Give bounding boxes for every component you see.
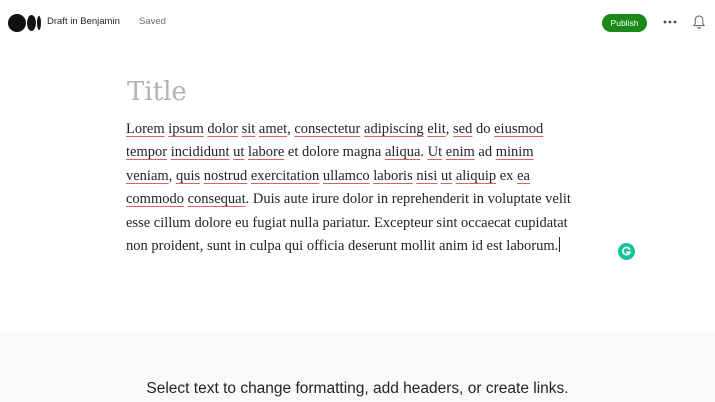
publish-button[interactable]: Publish xyxy=(602,14,647,32)
misspelled-word: Ut xyxy=(427,144,443,161)
misspelled-word: aliqua xyxy=(384,144,421,161)
body-line xyxy=(126,188,626,211)
body-line xyxy=(126,235,626,258)
misspelled-word: quis xyxy=(175,167,201,184)
body-line xyxy=(126,118,626,141)
body-text-segment: . Duis aute irure dolor in reprehenderit in voluptate velit xyxy=(245,191,571,208)
body-text-segment: do xyxy=(472,121,495,137)
misspelled-word: elit xyxy=(427,121,446,137)
body-text-editor[interactable] xyxy=(126,118,626,258)
misspelled-word: sed xyxy=(453,121,473,137)
misspelled-word: minim xyxy=(495,144,534,161)
misspelled-word: Lorem xyxy=(126,121,165,137)
body-line xyxy=(126,141,626,164)
text-cursor xyxy=(559,237,560,252)
misspelled-word: ea xyxy=(517,167,530,184)
misspelled-word: sit xyxy=(241,121,256,137)
misspelled-word: labore xyxy=(248,144,285,161)
body-text-segment: , xyxy=(168,167,176,184)
top-bar xyxy=(0,0,715,44)
title-input[interactable]: Title xyxy=(127,77,187,107)
grammarly-icon[interactable] xyxy=(618,243,635,260)
medium-logo-icon[interactable] xyxy=(8,14,42,32)
body-text-segment: . xyxy=(420,144,428,161)
misspelled-word: enim xyxy=(445,144,475,161)
misspelled-word: ipsum xyxy=(168,121,204,137)
misspelled-word: nostrud xyxy=(203,167,248,184)
misspelled-word: ullamco xyxy=(322,167,370,184)
body-text-segment: et dolore magna xyxy=(284,144,385,161)
body-text-segment: non proident, sunt in culpa qui officia deserunt mollit anim id est laborum. xyxy=(126,238,559,255)
misspelled-word: aliquip xyxy=(455,167,497,184)
body-text-segment: , xyxy=(287,121,295,137)
misspelled-word: ut xyxy=(440,167,453,184)
misspelled-word: amet xyxy=(258,121,288,137)
body-line xyxy=(126,165,626,188)
misspelled-word: incididunt xyxy=(170,144,230,161)
misspelled-word: eiusmod xyxy=(494,121,544,137)
misspelled-word: ut xyxy=(233,144,245,161)
body-line xyxy=(126,212,626,235)
misspelled-word: tempor xyxy=(126,144,168,161)
editor-footer xyxy=(0,332,715,402)
formatting-hint: Select text to change formatting, add headers, or create links. xyxy=(146,380,569,397)
body-text-segment: ex xyxy=(496,167,518,184)
misspelled-word: laboris xyxy=(373,167,413,184)
more-horizontal-icon[interactable] xyxy=(662,15,678,29)
saved-status: Saved xyxy=(139,16,166,27)
misspelled-word: commodo xyxy=(126,191,184,208)
body-text-segment: esse cillum dolore eu fugiat nulla pariatur. Excepteur sint occaecat cupidatat xyxy=(126,214,568,231)
bell-icon[interactable] xyxy=(692,14,706,30)
misspelled-word: exercitation xyxy=(250,167,320,184)
misspelled-word: veniam xyxy=(126,167,169,184)
misspelled-word: consequat xyxy=(187,191,246,208)
draft-label: Draft in Benjamin xyxy=(47,16,120,27)
body-text-segment: ad xyxy=(474,144,496,161)
misspelled-word: dolor xyxy=(207,121,238,137)
misspelled-word: nisi xyxy=(416,167,438,184)
misspelled-word: adipiscing xyxy=(364,121,424,137)
misspelled-word: consectetur xyxy=(294,121,361,137)
body-text-segment: , xyxy=(445,121,454,137)
